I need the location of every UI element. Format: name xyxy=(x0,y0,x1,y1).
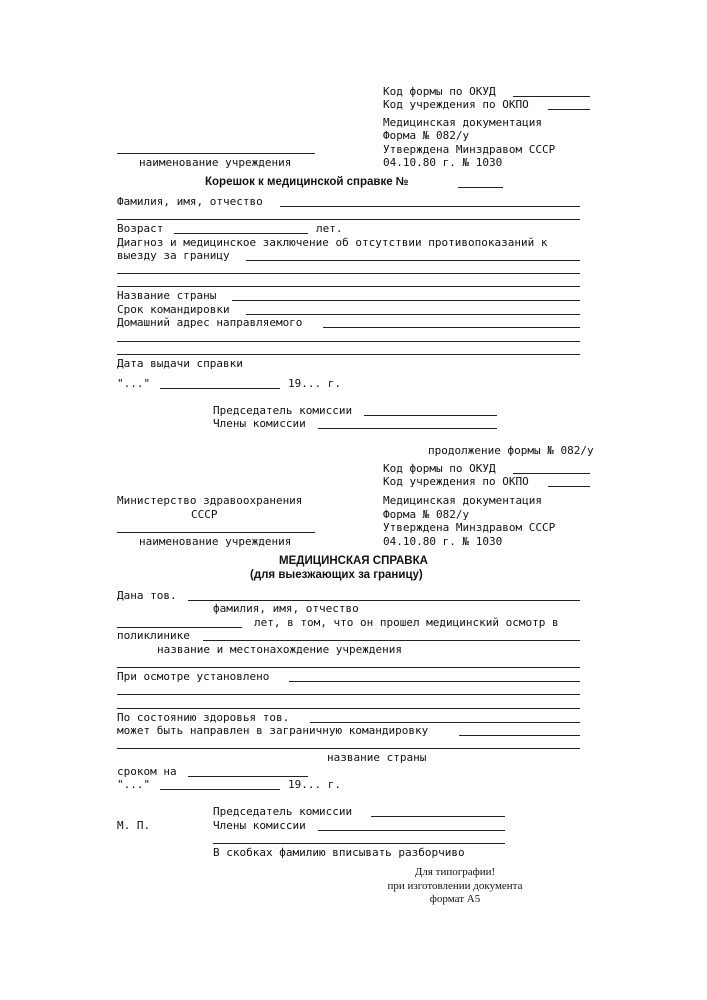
stub-okud-field[interactable] xyxy=(513,96,590,97)
stub-age-label: Возраст xyxy=(117,222,164,235)
cert-members-field-2[interactable] xyxy=(213,843,505,844)
cert-exam-field-2[interactable] xyxy=(117,694,580,695)
cert-approved-date: 04.10.80 г. № 1030 xyxy=(383,535,503,548)
cert-institution-caption: наименование учреждения xyxy=(139,535,292,548)
cert-country-caption: название страны xyxy=(327,751,427,764)
stub-date-month-field[interactable] xyxy=(160,388,280,389)
print-note-line3: формат А5 xyxy=(429,893,481,905)
cert-exam-field-3[interactable] xyxy=(117,708,580,709)
cert-title: МЕДИЦИНСКАЯ СПРАВКА xyxy=(279,555,428,567)
cert-members-label: Члены комиссии xyxy=(213,819,306,832)
stub-institution-caption: наименование учреждения xyxy=(139,156,292,169)
stub-term-label: Срок командировки xyxy=(117,303,230,316)
stub-diagnosis-field[interactable] xyxy=(246,260,580,261)
stub-fio-field-2[interactable] xyxy=(117,219,580,220)
cert-can-send: может быть направлен в заграничную командировку xyxy=(117,724,429,737)
stub-issue-date-label: Дата выдачи справки xyxy=(117,357,243,370)
cert-brackets-note: В скобках фамилию вписывать разборчиво xyxy=(213,846,465,859)
cert-ministry-line2: СССР xyxy=(191,508,218,521)
cert-institution-field[interactable] xyxy=(117,532,315,533)
cert-okpo-label: Код учреждения по ОКПО xyxy=(383,475,529,488)
stub-term-field[interactable] xyxy=(246,314,580,315)
stub-fio-label: Фамилия, имя, отчество xyxy=(117,195,263,208)
cert-exam-field[interactable] xyxy=(289,681,580,682)
stub-diagnosis-field-3[interactable] xyxy=(117,286,580,287)
stub-number-field[interactable] xyxy=(458,187,503,188)
stub-age-field[interactable] xyxy=(174,233,308,234)
cert-okud-field[interactable] xyxy=(513,473,590,474)
cert-okud-label: Код формы по ОКУД xyxy=(383,462,496,475)
cert-can-send-field[interactable] xyxy=(459,735,580,736)
stub-address-field[interactable] xyxy=(323,327,580,328)
stub-okud-label: Код формы по ОКУД xyxy=(383,85,496,98)
cert-chairman-label: Председатель комиссии xyxy=(213,805,353,818)
stub-chairman-field[interactable] xyxy=(364,415,497,416)
stub-okpo-field[interactable] xyxy=(548,109,590,110)
cert-clinic-field-2[interactable] xyxy=(117,667,580,668)
cert-members-field[interactable] xyxy=(318,830,505,831)
cert-stamp-place: М. П. xyxy=(117,819,151,832)
stub-address-field-3[interactable] xyxy=(117,354,580,355)
cert-age-field[interactable] xyxy=(117,627,242,628)
cert-chairman-field[interactable] xyxy=(371,816,505,817)
stub-members-field[interactable] xyxy=(318,428,497,429)
stub-members-label: Члены комиссии xyxy=(213,417,306,430)
cert-subtitle: (для выезжающих за границу) xyxy=(250,569,423,581)
stub-approved: Утверждена Минздравом СССР xyxy=(383,143,556,156)
cert-fio-caption: фамилия, имя, отчество xyxy=(213,602,359,615)
cert-fio-field[interactable] xyxy=(188,600,580,601)
cert-date-year: 19... г. xyxy=(288,778,341,791)
stub-date-year: 19... г. xyxy=(288,377,341,390)
stub-date-day: "..." xyxy=(117,377,151,390)
cert-date-month-field[interactable] xyxy=(160,789,280,790)
stub-form-no: Форма № 082/у xyxy=(383,129,470,142)
stub-country-field[interactable] xyxy=(232,300,580,301)
cert-okpo-field[interactable] xyxy=(548,486,590,487)
stub-approved-date: 04.10.80 г. № 1030 xyxy=(383,156,503,169)
stub-title: Корешок к медицинской справке № xyxy=(205,176,409,188)
stub-fio-field[interactable] xyxy=(280,206,580,207)
print-note-line2: при изготовлении документа xyxy=(387,880,523,892)
stub-address-field-2[interactable] xyxy=(117,341,580,342)
stub-diagnosis-line1: Диагноз и медицинское заключение об отсутствии противопоказаний к xyxy=(117,236,548,249)
stub-country-label: Название страны xyxy=(117,289,217,302)
cert-exam-label: При осмотре установлено xyxy=(117,670,270,683)
stub-address-label: Домашний адрес направляемого xyxy=(117,316,303,329)
cert-clinic-caption: название и местонахождение учреждения xyxy=(157,643,403,656)
stub-diagnosis-field-2[interactable] xyxy=(117,273,580,274)
cert-date-day: "..." xyxy=(117,778,151,791)
cert-given-label: Дана тов. xyxy=(117,589,177,602)
cert-health-label: По состоянию здоровья тов. xyxy=(117,711,290,724)
continuation-label: продолжение формы № 082/у xyxy=(428,444,594,457)
cert-clinic-field[interactable] xyxy=(203,640,580,641)
cert-term-field[interactable] xyxy=(188,776,308,777)
cert-years-text: лет, в том, что он прошел медицинский осмотр в xyxy=(254,616,559,629)
cert-approved: Утверждена Минздравом СССР xyxy=(383,521,556,534)
cert-ministry-line1: Министерство здравоохранения xyxy=(117,494,303,507)
stub-med-doc: Медицинская документация xyxy=(383,116,542,129)
stub-chairman-label: Председатель комиссии xyxy=(213,404,353,417)
stub-age-suffix: лет. xyxy=(316,222,343,235)
stub-okpo-label: Код учреждения по ОКПО xyxy=(383,98,529,111)
cert-term-label: сроком на xyxy=(117,765,177,778)
cert-clinic-label: поликлинике xyxy=(117,629,190,642)
cert-country-field[interactable] xyxy=(117,748,580,749)
cert-health-field[interactable] xyxy=(310,722,580,723)
stub-institution-field[interactable] xyxy=(117,153,315,154)
stub-diagnosis-line2: выезду за границу xyxy=(117,249,230,262)
cert-med-doc: Медицинская документация xyxy=(383,494,542,507)
cert-form-no: Форма № 082/у xyxy=(383,508,470,521)
print-note-line1: Для типографии! xyxy=(414,866,496,878)
